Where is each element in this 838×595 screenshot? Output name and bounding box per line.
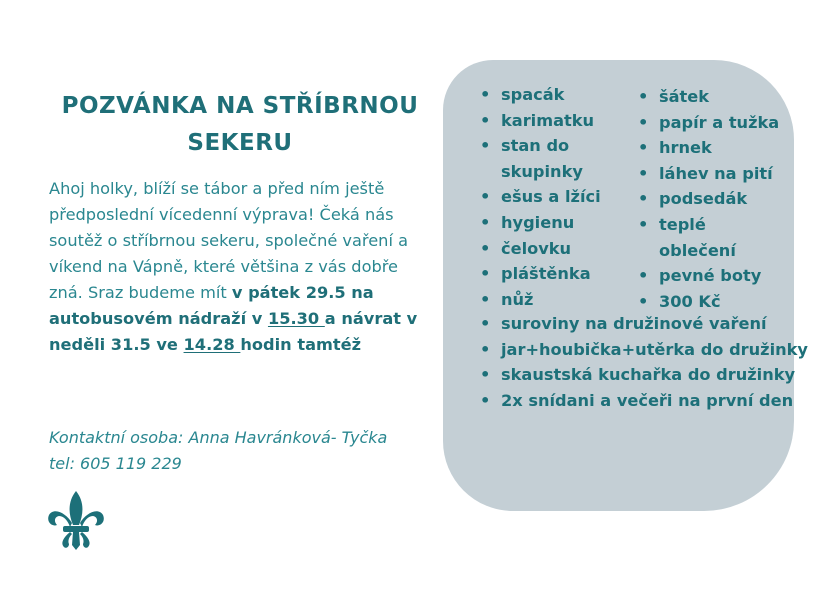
- contact-phone: tel: 605 119 229: [49, 454, 182, 473]
- list-item: • papír a tužka: [636, 110, 786, 136]
- title-line-1: POZVÁNKA NA STŘÍBRNOU: [61, 93, 419, 119]
- list-item: • spacák: [478, 82, 618, 108]
- list-item: • nůž: [478, 287, 618, 313]
- packing-list-column-1: [478, 82, 618, 312]
- list-item: • 300 Kč: [636, 289, 786, 315]
- title-line-2: SEKERU: [187, 130, 293, 156]
- packing-list-column-2: [636, 84, 786, 314]
- list-item: • 2x snídani a večeři na první den: [478, 388, 798, 414]
- list-item: • skaustská kuchařka do družinky: [478, 362, 798, 388]
- list-item: • ešus a lžíci: [478, 184, 618, 210]
- list-item: • čelovku: [478, 236, 618, 262]
- list-item: • stan do skupinky: [478, 133, 618, 184]
- page-title: [40, 88, 440, 162]
- fleur-de-lis-icon: [46, 489, 106, 551]
- contact-info: [49, 425, 429, 477]
- return-info: a návrat v neděli 31.5 ve: [49, 309, 418, 354]
- departure-info: v pátek 29.5 na autobusovém nádraží v: [49, 283, 374, 328]
- list-item: • suroviny na družinové vaření: [478, 311, 798, 337]
- departure-time: 15.30: [267, 309, 325, 328]
- list-item: • jar+houbička+utěrka do družinky: [478, 337, 798, 363]
- list-item: • hygienu: [478, 210, 618, 236]
- list-item: • šátek: [636, 84, 786, 110]
- packing-list-bottom: [478, 311, 808, 413]
- list-item: • hrnek: [636, 135, 786, 161]
- list-item: • podsedák: [636, 186, 786, 212]
- intro-text: Ahoj holky, blíží se tábor a před ním ještě předposlední vícedenní výprava! Čeká nás soutěž o stříbrnou sekeru, společné vaření a víkend na Vápně, které většina z vás dobře zná. Sraz budeme mít: [49, 179, 409, 302]
- list-item: • láhev na pití: [636, 161, 786, 187]
- list-item: • teplé oblečení: [636, 212, 786, 263]
- list-item: • karimatku: [478, 108, 618, 134]
- list-item: • pláštěnka: [478, 261, 618, 287]
- list-item: • pevné boty: [636, 263, 786, 289]
- meeting-place: hodin tamtéž: [240, 335, 361, 354]
- return-time: 14.28: [183, 335, 241, 354]
- invitation-text: [49, 176, 429, 358]
- contact-person: Kontaktní osoba: Anna Havránková- Tyčka: [49, 428, 388, 447]
